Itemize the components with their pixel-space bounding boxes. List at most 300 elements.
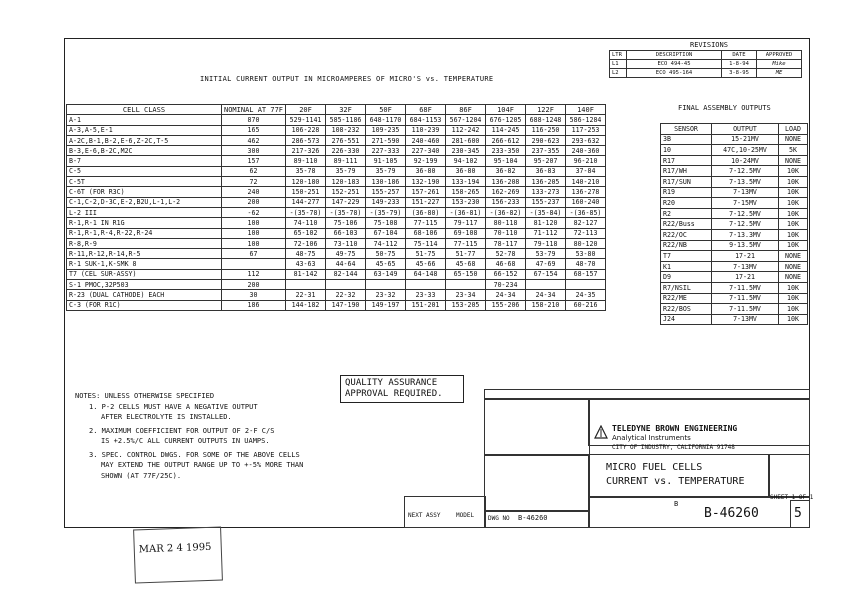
fa-row [661,145,808,156]
cell-value: 70-234 [486,280,526,290]
cell-value: 684-1153 [406,115,446,125]
table-row [67,269,606,279]
fa-row [661,304,808,315]
cell-value: 62 [222,166,286,176]
cell-value: 162-269 [486,187,526,197]
cell-value: 45-68 [446,259,486,269]
cell-class: C-5 [67,166,222,176]
cell-value: 78-117 [486,238,526,248]
fa-sensor: D9 [661,272,712,283]
final-assembly-title: FINAL ASSEMBLY OUTPUTS [678,104,771,112]
fa-sensor: R22/OC [661,229,712,240]
fa-load: NONE [779,261,808,272]
cell-value: 67 [222,249,286,259]
cell-value: 63-149 [366,269,406,279]
cell-class: B-3,E-6,B-2C,M2C [67,146,222,156]
cell-value: 227-340 [406,146,446,156]
tolerances-box [484,398,590,456]
cell-value: 132-190 [406,177,446,187]
cell-value: 75-108 [366,218,406,228]
cell-value: 82-144 [326,269,366,279]
table-row [67,300,606,310]
cell-value: 22-32 [326,290,366,300]
cell-value: 48-75 [286,249,326,259]
cell-value: 217-326 [286,146,326,156]
cell-value: 200 [222,197,286,207]
fa-output: 7-11.5MV [712,282,779,293]
table-row [67,197,606,207]
cell-value: 140-210 [566,177,606,187]
cell-value: 60-216 [566,300,606,310]
cell-value: 100 [222,238,286,248]
cell-value: 65-102 [286,228,326,238]
fa-output: 7-12.5MV [712,166,779,177]
teledyne-logo-icon [594,424,608,438]
cell-value: 186 [222,300,286,310]
cell-value: 240-360 [566,146,606,156]
fa-load: 10K [779,293,808,304]
cell-class: C-6T (FOR R3C) [67,187,222,197]
cell-value [446,280,486,290]
fa-sensor: R17/SUN [661,176,712,187]
cell-value: 23-33 [406,290,446,300]
cell-value: 82-127 [566,218,606,228]
fa-sensor: R22/ME [661,293,712,304]
cell-value: 77-115 [406,218,446,228]
cell-value: 153-205 [446,300,486,310]
cell-value: 92-199 [406,156,446,166]
cell-value: 151-227 [406,197,446,207]
table-row [67,156,606,166]
fa-sensor: R19 [661,187,712,198]
cell-value: 529-1141 [286,115,326,125]
fa-load: NONE [779,134,808,145]
cell-value: 91-105 [366,156,406,166]
column-header: 50F [366,105,406,115]
cell-value: 66-152 [486,269,526,279]
cell-value: 94-102 [446,156,486,166]
cell-value: 100 [222,218,286,228]
cell-value: 72 [222,177,286,187]
fa-sensor: J24 [661,314,712,325]
drawing-number: B-46260 [704,506,759,521]
cell-value: 35-79 [326,166,366,176]
cell-value: 24-34 [486,290,526,300]
column-header: 140F [566,105,606,115]
cell-value: 688-1248 [526,115,566,125]
cell-value: (36-80) [406,207,446,217]
cell-value: 114-245 [486,125,526,135]
fa-sensor: R17/WH [661,166,712,177]
cell-value: 147-229 [326,197,366,207]
cell-value: -(35-79) [366,207,406,217]
fa-output: 7-13.5MV [712,176,779,187]
cell-value: 293-632 [566,135,606,145]
column-header: 68F [406,105,446,115]
fa-row [661,314,808,325]
fa-sensor: R7/NSIL [661,282,712,293]
cell-value: 117-253 [566,125,606,135]
cell-value: 50-75 [366,249,406,259]
cell-class: A-3,A-5,E-1 [67,125,222,135]
table-row [67,290,606,300]
cell-value: 156-233 [486,197,526,207]
cell-value: 130-186 [366,177,406,187]
notes-heading: NOTES: UNLESS OTHERWISE SPECIFIED [75,392,215,400]
fa-output: 17-21 [712,251,779,262]
cell-value: 81-120 [526,218,566,228]
cell-value: 35-79 [366,166,406,176]
cell-value: 80-118 [486,218,526,228]
size-label: B [674,500,679,508]
cell-value: 79-118 [526,238,566,248]
fa-row [661,293,808,304]
rev-desc: ECO 494-45 [627,60,722,69]
cell-value: 45-65 [366,259,406,269]
rev-date: 3-8-95 [722,69,757,78]
table-header-row [67,105,606,115]
cell-value: 51-75 [406,249,446,259]
fa-output: 7-13MV [712,314,779,325]
cell-value [526,280,566,290]
fa-load: 10K [779,304,808,315]
sheet-label: SHEET 1 OF 1 [770,494,814,501]
cell-value: 227-333 [366,146,406,156]
drawing-title-2: CURRENT vs. TEMPERATURE [606,476,745,487]
table-row [67,238,606,248]
cell-class: B-7 [67,156,222,166]
fa-load: 10K [779,240,808,251]
cell-value: 23-34 [446,290,486,300]
cell-value: -(35-78) [286,207,326,217]
cell-value: 230-345 [446,146,486,156]
company-division: Analytical Instruments [612,434,691,442]
fa-output: 7-12.5MV [712,208,779,219]
fa-output: 17-21 [712,272,779,283]
cell-value: 75-114 [406,238,446,248]
cell-value: 155-257 [366,187,406,197]
cell-value: 37-84 [566,166,606,176]
fa-sensor: R22/BOS [661,304,712,315]
fa-sensor: R22/NB [661,240,712,251]
cell-value: 43-63 [286,259,326,269]
rev-h-date: DATE [722,51,757,60]
cell-value [222,259,286,269]
cell-value: 648-1170 [366,115,406,125]
cell-value: 95-207 [526,156,566,166]
cell-value: 276-551 [326,135,366,145]
table-row [67,187,606,197]
cell-value: 71-112 [526,228,566,238]
quality-line-1: QUALITY ASSURANCE [345,378,438,388]
cell-value: -(36-82) [486,207,526,217]
cell-value: 106-228 [286,125,326,135]
quality-assurance-box [340,375,464,403]
cell-value: 271-590 [366,135,406,145]
received-stamp [133,526,223,583]
cell-value: 53-79 [526,249,566,259]
fa-row [661,187,808,198]
cell-value: 120-183 [326,177,366,187]
fa-sensor: R2 [661,208,712,219]
cell-value: 47-69 [526,259,566,269]
cell-value: 290-623 [526,135,566,145]
fa-output: 15-21MV [712,134,779,145]
cell-value: 96-210 [566,156,606,166]
revisions-title: REVISIONS [690,41,728,49]
rev-appr: ME [757,69,802,78]
cell-value: 133-273 [526,187,566,197]
fa-load: 10K [779,176,808,187]
cell-value: 108-232 [326,125,366,135]
fa-column-header: LOAD [779,124,808,135]
cell-class: R-8,R-9 [67,238,222,248]
cell-value: 158-265 [446,187,486,197]
fa-row [661,134,808,145]
cell-value: 72-106 [286,238,326,248]
fa-load: NONE [779,155,808,166]
fa-load: 10K [779,314,808,325]
cell-value: -(35-78) [326,207,366,217]
fa-output: 7-11.5MV [712,293,779,304]
drawing-title-1: MICRO FUEL CELLS [606,462,703,473]
column-header: CELL CLASS [67,105,222,115]
cell-value: 233-350 [486,146,526,156]
rev-h-desc: DESCRIPTION [627,51,722,60]
revision-letter: 5 [794,506,802,521]
cell-class: C-1,C-2,D-3C,E-2,B2U,L-1,L-2 [67,197,222,207]
cell-value [406,280,446,290]
quality-line-2: APPROVAL REQUIRED. [345,389,443,399]
table-row [67,135,606,145]
rev-appr: Mike [757,60,802,69]
cell-value: 133-194 [446,177,486,187]
cell-value: 136-205 [526,177,566,187]
model-label: MODEL [456,512,475,519]
cell-value: 586-1284 [566,115,606,125]
table-row [67,259,606,269]
cell-value: 281-600 [446,135,486,145]
cell-class: R-1 SUK-1,K-SMK 8 [67,259,222,269]
fa-sensor: K1 [661,261,712,272]
table-row [67,218,606,228]
table-row [67,249,606,259]
cell-value: 100 [222,228,286,238]
fa-row [661,240,808,251]
fa-row [661,166,808,177]
cell-value: 136-208 [486,177,526,187]
cell-value: 870 [222,115,286,125]
company-address: CITY OF INDUSTRY, CALIFORNIA 91748 [612,444,735,451]
cell-value: 22-31 [286,290,326,300]
cell-value: 226-330 [326,146,366,156]
cell-class: C-3 (FOR R1C) [67,300,222,310]
cell-value: 68-157 [566,269,606,279]
fa-column-header: SENSOR [661,124,712,135]
current-output-table [66,104,606,311]
cell-value: 52-78 [486,249,526,259]
cell-class: T7 (CEL SUR-ASSY) [67,269,222,279]
cell-value: 64-148 [406,269,446,279]
fa-row [661,176,808,187]
fa-row [661,208,808,219]
cell-value: 300 [222,146,286,156]
cell-value: 53-80 [566,249,606,259]
fa-output: 7-13.3MV [712,229,779,240]
fa-output: 10-24MV [712,155,779,166]
fa-row [661,261,808,272]
cell-value: 95-104 [486,156,526,166]
note-2a: 2. MAXIMUM COEFFICIENT FOR OUTPUT OF 2-F C/S [89,426,275,435]
fa-load: 10K [779,229,808,240]
fa-output: 47C,10-25MV [712,145,779,156]
cell-value: 240 [222,187,286,197]
fa-row [661,155,808,166]
cell-value: 153-230 [446,197,486,207]
note-3a: 3. SPEC. CONTROL DWGS. FOR SOME OF THE ABOVE CELLS [89,450,300,459]
table-row [67,177,606,187]
fa-sensor: R20 [661,198,712,209]
cell-value [326,280,366,290]
fa-output: 9-13.5MV [712,240,779,251]
cell-value: 70-110 [486,228,526,238]
fa-column-header: OUTPUT [712,124,779,135]
cell-value: 165 [222,125,286,135]
fa-load: 5K [779,145,808,156]
fa-header-row [661,124,808,135]
table-row [67,166,606,176]
cell-value: 144-277 [286,197,326,207]
fa-row [661,272,808,283]
fa-load: 10K [779,187,808,198]
cell-value: 144-182 [286,300,326,310]
note-1b: AFTER ELECTROLYTE IS INSTALLED. [101,413,232,421]
column-header: 104F [486,105,526,115]
cell-value [566,280,606,290]
cell-value [286,280,326,290]
fa-output: 7-12.5MV [712,219,779,230]
cell-value: 44-64 [326,259,366,269]
dwg-ref: B-46260 [518,514,548,522]
note-3c: SHOWN (AT 77F/25C). [101,471,182,480]
side-box [768,454,810,498]
note-3b: MAY EXTEND THE OUTPUT RANGE UP TO +-5% MORE THAN [101,461,304,469]
table-row [67,115,606,125]
fa-sensor: R17 [661,155,712,166]
cell-value: -62 [222,207,286,217]
cell-value: 66-103 [326,228,366,238]
cell-value: 24-35 [566,290,606,300]
fa-load: 10K [779,198,808,209]
cell-class: A-1 [67,115,222,125]
cell-value: -(36-81) [446,207,486,217]
fa-row [661,198,808,209]
rev-h-ltr: LTR [610,51,627,60]
final-assembly-table [660,123,808,325]
fa-sensor: T7 [661,251,712,262]
cell-value: 150-251 [286,187,326,197]
cell-value: 462 [222,135,286,145]
cell-value: 160-240 [566,197,606,207]
cell-value: 67-104 [366,228,406,238]
cell-value: 116-250 [526,125,566,135]
fa-output: 7-13MV [712,261,779,272]
cell-value: 109-235 [366,125,406,135]
cell-value: 80-120 [566,238,606,248]
cell-value: 676-1205 [486,115,526,125]
fa-load: 10K [779,208,808,219]
cell-value: 69-108 [446,228,486,238]
revisions-table [609,50,802,78]
cell-value: 77-115 [446,238,486,248]
cell-class: A-2C,B-1,B-2,E-6,Z-2C,T-5 [67,135,222,145]
cell-value: 46-68 [486,259,526,269]
rev-h-appr: APPROVED [757,51,802,60]
rev-ltr: L1 [610,60,627,69]
cell-value: 72-113 [566,228,606,238]
rev-ltr: L2 [610,69,627,78]
cell-value: 36-80 [406,166,446,176]
cell-value: 585-1186 [326,115,366,125]
company-name: TELEDYNE BROWN ENGINEERING [612,424,738,433]
cell-value: 158-210 [526,300,566,310]
fa-row [661,229,808,240]
notes-block [75,391,303,481]
fa-sensor: R22/Buss [661,219,712,230]
cell-value: 74-110 [286,218,326,228]
rev-desc: ECO 495-164 [627,69,722,78]
cell-value: 48-70 [566,259,606,269]
dwg-no-label: DWG NO [488,515,510,522]
table-row [67,207,606,217]
fa-load: 10K [779,166,808,177]
cell-value: 23-32 [366,290,406,300]
cell-value: 51-77 [446,249,486,259]
fa-output: 7-13MV [712,187,779,198]
cell-class: R-23 (DUAL CATHODE) EACH [67,290,222,300]
cell-value: 149-197 [366,300,406,310]
cell-value: 35-78 [286,166,326,176]
table-row [67,280,606,290]
cell-value: 240-460 [406,135,446,145]
cell-value: 147-190 [326,300,366,310]
cell-value: 89-110 [286,156,326,166]
cell-value: 36-82 [486,166,526,176]
rev-date: 1-8-94 [722,60,757,69]
fa-sensor: 10 [661,145,712,156]
cell-value: 45-66 [406,259,446,269]
cell-value: 67-154 [526,269,566,279]
next-assy-label: NEXT ASSY [408,512,441,519]
cell-value: 567-1204 [446,115,486,125]
note-1a: 1. P-2 CELLS MUST HAVE A NEGATIVE OUTPUT [89,402,258,411]
fa-load: NONE [779,251,808,262]
cell-value: 112 [222,269,286,279]
cell-value: 36-80 [446,166,486,176]
cell-value: 74-112 [366,238,406,248]
column-header: 122F [526,105,566,115]
fa-load: NONE [779,272,808,283]
fa-output: 7-15MV [712,198,779,209]
cell-class: R-11,R-12,R-14,R-5 [67,249,222,259]
cell-class: R-1,R-1 IN R1G [67,218,222,228]
cell-value: 151-201 [406,300,446,310]
cell-value: 152-251 [326,187,366,197]
cell-value: 110-239 [406,125,446,135]
cell-value: 157-261 [406,187,446,197]
table-row [67,125,606,135]
cell-value: 89-111 [326,156,366,166]
